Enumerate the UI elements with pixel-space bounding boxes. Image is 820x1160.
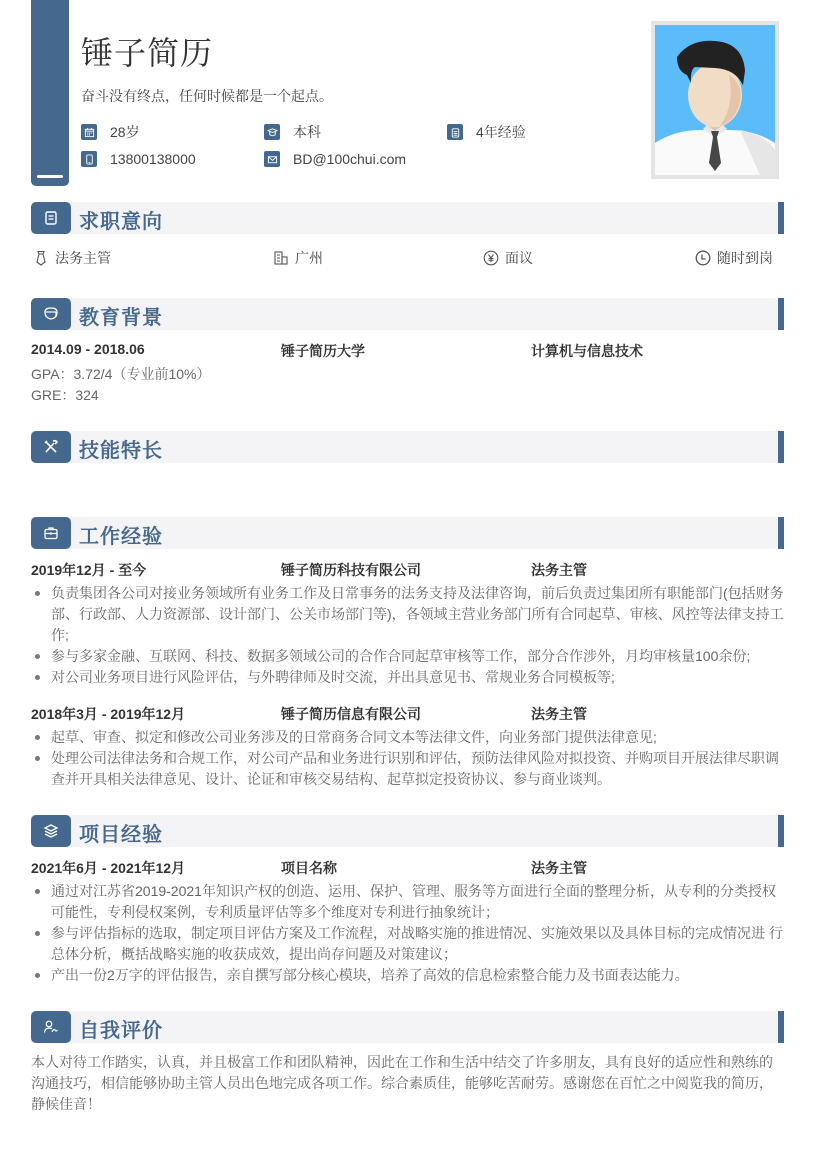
project-bullets bbox=[31, 881, 784, 986]
section-skills-header bbox=[31, 431, 784, 463]
info-phone bbox=[81, 151, 196, 167]
phone-icon bbox=[81, 151, 97, 167]
calendar-icon bbox=[81, 124, 97, 140]
intent-salary-value: 面议 bbox=[505, 250, 533, 266]
self-evaluation-text: 本人对待工作踏实，认真，并且极富工作和团队精神，因此在工作和生活中结交了许多朋友，具有良好的适应性和熟练的沟通技巧，相信能够协助主管人员出色地完成各项工作。综合素质佳，能够吃苦耐劳。感谢您在百忙之中阅览我的简历，静候佳音！ bbox=[31, 1054, 773, 1112]
list-item: 产出一份2万字的评估报告，亲自撰写部分核心模块，培养了高效的信息检索整合能力及书面表达能力。 bbox=[31, 965, 784, 986]
user-sign-icon bbox=[31, 1011, 71, 1043]
intent-position-value: 法务主管 bbox=[55, 250, 111, 266]
yen-icon bbox=[483, 250, 499, 266]
graduation-cap-icon bbox=[31, 298, 71, 330]
info-phone-value[interactable]: 13800138000 bbox=[110, 151, 196, 167]
project-period: 2021年6月 - 2021年12月 bbox=[31, 860, 186, 876]
section-title: 教育背景 bbox=[79, 307, 163, 329]
intent-availability-value: 随时到岗 bbox=[717, 250, 773, 266]
intent-city-value: 广州 bbox=[295, 250, 323, 266]
section-end-bar bbox=[778, 298, 784, 330]
project-role: 法务主管 bbox=[531, 860, 587, 876]
education-gre: GRE：324 bbox=[31, 387, 99, 403]
graduation-cap-icon bbox=[264, 124, 280, 140]
info-experience bbox=[447, 122, 526, 142]
info-email bbox=[264, 151, 406, 167]
work-entry-2-bullets bbox=[31, 727, 784, 790]
header-accent-bar bbox=[31, 0, 69, 186]
section-title: 求职意向 bbox=[79, 211, 163, 233]
work-period: 2018年3月 - 2019年12月 bbox=[31, 706, 186, 722]
tie-icon bbox=[33, 250, 49, 266]
avatar-photo bbox=[651, 21, 779, 179]
education-gpa: GPA：3.72/4（专业前10%） bbox=[31, 366, 211, 382]
layers-icon bbox=[31, 815, 71, 847]
section-end-bar bbox=[778, 431, 784, 463]
clock-icon bbox=[695, 250, 711, 266]
tools-icon bbox=[31, 431, 71, 463]
work-entry-1-bullets bbox=[31, 583, 784, 688]
section-education-header bbox=[31, 298, 784, 330]
resume-motto: 奋斗没有终点，任何时候都是一个起点。 bbox=[81, 88, 333, 104]
avatar-illustration bbox=[655, 25, 775, 175]
education-period: 2014.09 - 2018.06 bbox=[31, 341, 145, 357]
project-name: 项目名称 bbox=[281, 860, 337, 876]
section-title: 技能特长 bbox=[79, 440, 163, 462]
list-item: 参与评估指标的选取，制定项目评估方案及工作流程，对战略实施的推进情况、实施效果以及具体目标的完成情况进 行总体分析，概括战略实施的收获成效，提出尚存问题及对策建议； bbox=[31, 923, 784, 965]
education-major: 计算机与信息技术 bbox=[531, 343, 643, 359]
list-item: 起草、审查、拟定和修改公司业务涉及的日常商务合同文本等法律文件，向业务部门提供法律意见; bbox=[31, 727, 784, 748]
section-title: 自我评价 bbox=[79, 1020, 163, 1042]
section-title: 项目经验 bbox=[79, 824, 163, 846]
info-age bbox=[81, 122, 140, 142]
intent-availability bbox=[695, 248, 773, 268]
section-title: 工作经验 bbox=[79, 526, 163, 548]
info-degree-value: 本科 bbox=[293, 124, 321, 140]
work-role: 法务主管 bbox=[531, 562, 587, 578]
section-self-header bbox=[31, 1011, 784, 1043]
briefcase-icon bbox=[31, 517, 71, 549]
education-school: 锤子简历大学 bbox=[281, 343, 365, 359]
list-item: 参与多家金融、互联网、科技、数据多领域公司的合作合同起草审核等工作，部分合作涉外，月均审核量100余份; bbox=[31, 646, 784, 667]
list-item: 通过对江苏省2019-2021年知识产权的创造、运用、保护、管理、服务等方面进行全面的整理分析，从专利的分类授权可能性，专利侵权案例，专利质量评估等多个维度对专利进行抽象统计； bbox=[31, 881, 784, 923]
info-email-value[interactable]: BD@100chui.com bbox=[293, 151, 407, 167]
clipboard-icon bbox=[447, 124, 463, 140]
info-age-value: 28岁 bbox=[110, 124, 140, 140]
section-projects-header bbox=[31, 815, 784, 847]
intent-salary bbox=[483, 248, 533, 268]
info-degree bbox=[264, 122, 321, 142]
section-end-bar bbox=[778, 202, 784, 234]
section-intent-header bbox=[31, 202, 784, 234]
building-icon bbox=[273, 250, 289, 266]
resume-name: 锤子简历 bbox=[81, 35, 214, 71]
work-period: 2019年12月 - 至今 bbox=[31, 562, 147, 578]
clipboard-icon bbox=[31, 202, 71, 234]
list-item: 对公司业务项目进行风险评估，与外聘律师及时交流，并出具意见书、常规业务合同模板等; bbox=[31, 667, 784, 688]
work-company: 锤子简历信息有限公司 bbox=[281, 706, 421, 722]
work-role: 法务主管 bbox=[531, 706, 587, 722]
intent-city bbox=[273, 248, 323, 268]
section-end-bar bbox=[778, 815, 784, 847]
section-work-header bbox=[31, 517, 784, 549]
list-item: 处理公司法律法务和合规工作，对公司产品和业务进行识别和评估，预防法律风险对拟投资、并购项目开展法律尽职调查并开具相关法律意见、设计、论证和审核交易结构、起草拟定投资协议、参与商业谈判。 bbox=[31, 748, 784, 790]
section-end-bar bbox=[778, 1011, 784, 1043]
work-company: 锤子简历科技有限公司 bbox=[281, 562, 421, 578]
info-experience-value: 4年经验 bbox=[476, 124, 526, 140]
list-item: 负责集团各公司对接业务领域所有业务工作及日常事务的法务支持及法律咨询，前后负责过集团所有职能部门(包括财务部、行政部、人力资源部、设计部门、公关市场部门等)，各领域主营业务部门所有合同起草、审核、风控等法律支持工作; bbox=[31, 583, 784, 646]
intent-position bbox=[33, 248, 111, 268]
section-end-bar bbox=[778, 517, 784, 549]
accent-dash bbox=[37, 175, 63, 178]
envelope-icon bbox=[264, 151, 280, 167]
